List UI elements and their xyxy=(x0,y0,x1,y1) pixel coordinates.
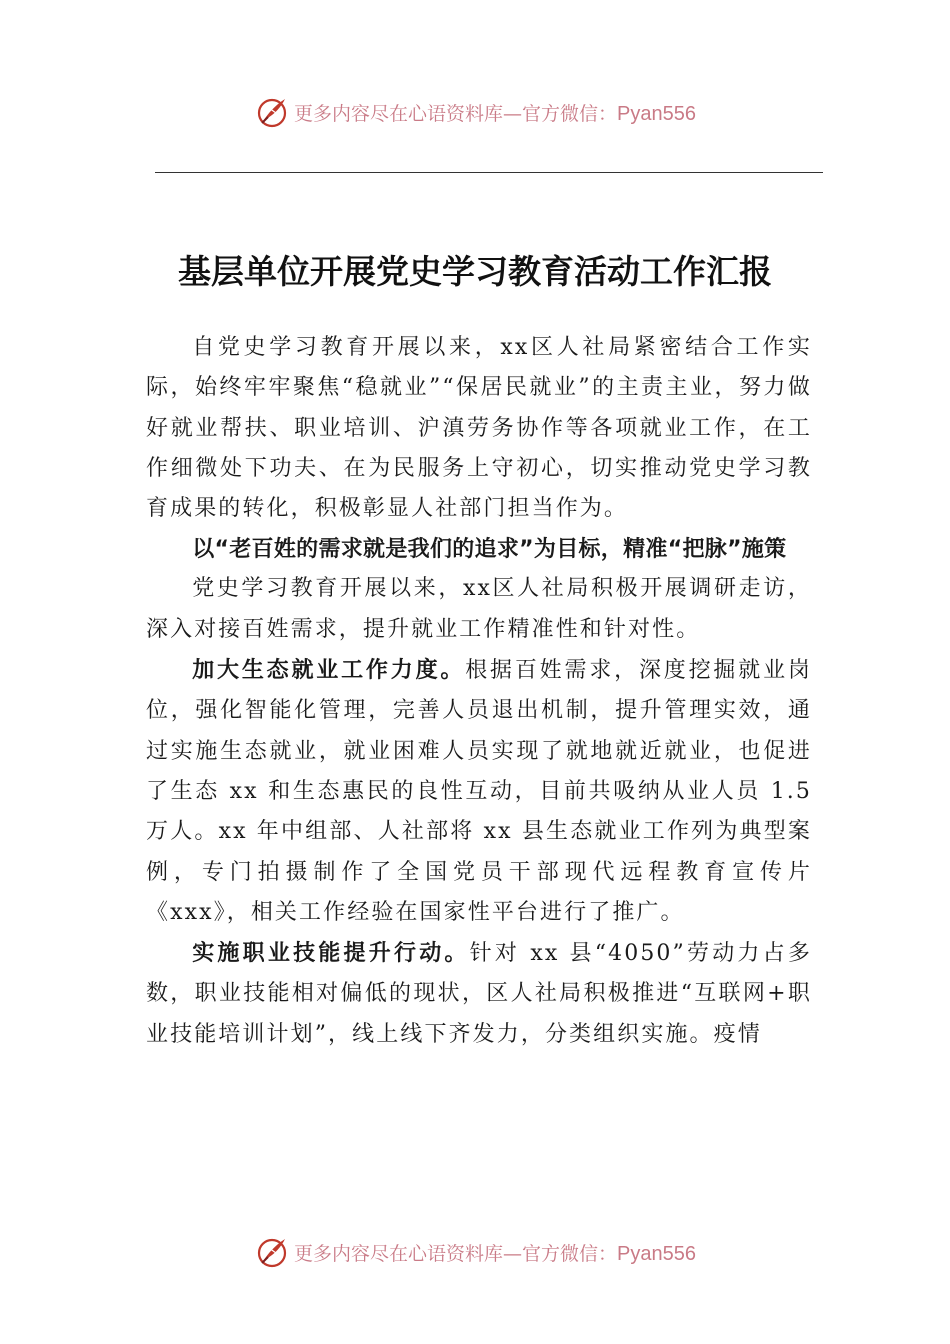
paragraph-text: 自党史学习教育开展以来，xx区人社局紧密结合工作实际，始终牢牢聚焦“稳就业”“保居民就业”的主责主业，努力做好就业帮扶、职业培训、沪滇劳务协作等各项就业工作，在工作细微处下功夫、在为民服务上守初心，切实推动党史学习教育成果的转化，积极彰显人社部门担当作为。 xyxy=(146,335,812,522)
paragraph-text: 党史学习教育开展以来，xx区人社局积极开展调研走访，深入对接百姓需求，提升就业工作精准性和针对性。 xyxy=(146,576,812,642)
section-heading xyxy=(146,529,812,569)
header-banner xyxy=(0,92,950,132)
header-rule xyxy=(155,172,823,173)
banner-text: 更多内容尽在心语资料库—官方微信：Pyan556 xyxy=(294,102,696,125)
paragraph-text: 以“老百姓的需求就是我们的追求”为目标，精准“把脉”施策 xyxy=(192,537,787,563)
paragraph-text: 针对 xx 县“4050”劳动力占多数，职业技能相对偏低的现状，区人社局积极推进“互联网+职业技能培训计划”，线上线下齐发力，分类组织实施。疫情 xyxy=(146,941,812,1047)
paragraph-lead: 实施职业技能提升行动。 xyxy=(192,940,470,967)
paragraph-text: 根据百姓需求，深度挖掘就业岗位，强化智能化管理，完善人员退出机制，提升管理实效，通过实施生态就业，就业困难人员实现了就地就近就业，也促进了生态 xx 和生态惠民的良性互动，目前共吸纳从业人员 1.5 万人。xx 年中组部、人社部将 xx 县生态就业工作列为典型案例，专门拍摄制作了全国党员干部现代远程教育宣传片《xxx》，相关工作经验在国家性平台进行了推广。 xyxy=(146,658,812,925)
wechat-id: Pyan556 xyxy=(617,1242,696,1265)
feather-logo-icon xyxy=(254,1234,290,1270)
paragraph xyxy=(146,569,812,650)
document-body xyxy=(146,328,812,1055)
banner-text: 更多内容尽在心语资料库—官方微信：Pyan556 xyxy=(294,1242,696,1265)
document-title: 基层单位开展党史学习教育活动工作汇报 xyxy=(178,252,772,291)
paragraph xyxy=(146,650,812,933)
footer-banner xyxy=(0,1232,950,1272)
feather-logo-icon xyxy=(254,94,290,130)
paragraph xyxy=(146,328,812,529)
paragraph-lead: 加大生态就业工作力度。 xyxy=(192,657,466,684)
paragraph xyxy=(146,933,812,1055)
wechat-id: Pyan556 xyxy=(617,102,696,125)
